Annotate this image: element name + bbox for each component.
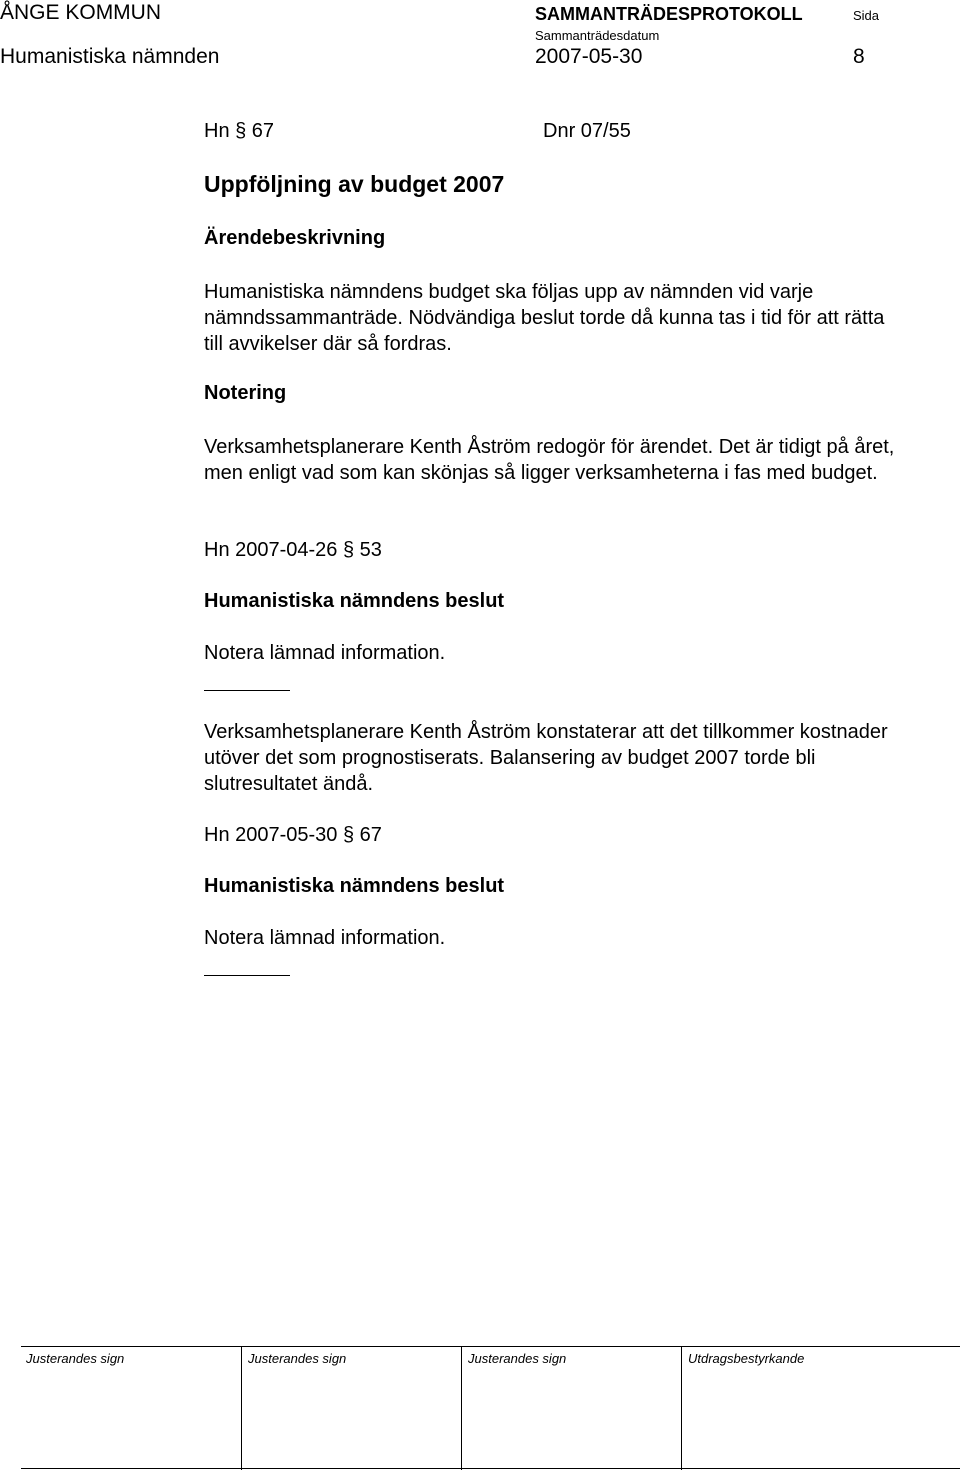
committee-name: Humanistiska nämnden <box>0 45 220 68</box>
meeting-date: 2007-05-30 <box>535 45 643 68</box>
description-heading: Ärendebeskrivning <box>204 227 386 249</box>
document-type: SAMMANTRÄDESPROTOKOLL <box>535 4 803 24</box>
decision-heading-2: Humanistiska nämndens beslut <box>204 875 505 897</box>
followup-text: Verksamhetsplanerare Kenth Åström konstaterar att det tillkommer kostnader utöver det som prognostiserats. Balansering av budget 2007 torde bli slutresultatet ändå. <box>204 721 888 795</box>
signature-label-2: Justerandes sign <box>248 1351 347 1366</box>
description-text: Humanistiska nämndens budget ska följas upp av nämnden vid varje nämndssammanträde. Nödvändiga beslut torde då kunna tas i tid för att rätta till avvikelser där så fordras. <box>204 281 885 355</box>
signature-label-1: Justerandes sign <box>26 1351 125 1366</box>
certification-label: Utdragsbestyrkande <box>688 1351 805 1366</box>
decision-text-1: Notera lämnad information. <box>204 642 446 664</box>
signature-label-3: Justerandes sign <box>468 1351 567 1366</box>
page-number: 8 <box>853 45 865 68</box>
footer-bottom-line <box>21 1468 960 1469</box>
section-reference: Hn § 67 <box>204 120 275 142</box>
signature-footer <box>21 1346 960 1470</box>
footer-top-line <box>21 1346 960 1347</box>
footer-divider <box>241 1346 242 1470</box>
footer-divider <box>681 1346 682 1470</box>
note-heading: Notering <box>204 382 287 404</box>
separator-line <box>204 690 290 691</box>
page-label: Sida <box>853 8 880 23</box>
decision-text-2: Notera lämnad information. <box>204 927 446 949</box>
separator-line <box>204 975 290 976</box>
decision-heading-1: Humanistiska nämndens beslut <box>204 590 505 612</box>
meeting-date-label: Sammanträdesdatum <box>535 28 660 43</box>
item-title: Uppföljning av budget 2007 <box>204 171 505 197</box>
diary-number: Dnr 07/55 <box>543 120 631 142</box>
reference-2: Hn 2007-05-30 § 67 <box>204 824 382 846</box>
organization-name: ÅNGE KOMMUN <box>0 1 162 24</box>
reference-1: Hn 2007-04-26 § 53 <box>204 539 382 561</box>
footer-divider <box>461 1346 462 1470</box>
note-text: Verksamhetsplanerare Kenth Åström redogör för ärendet. Det är tidigt på året, men enligt vad som kan skönjas så ligger verksamheterna i fas med budget. <box>204 436 895 484</box>
